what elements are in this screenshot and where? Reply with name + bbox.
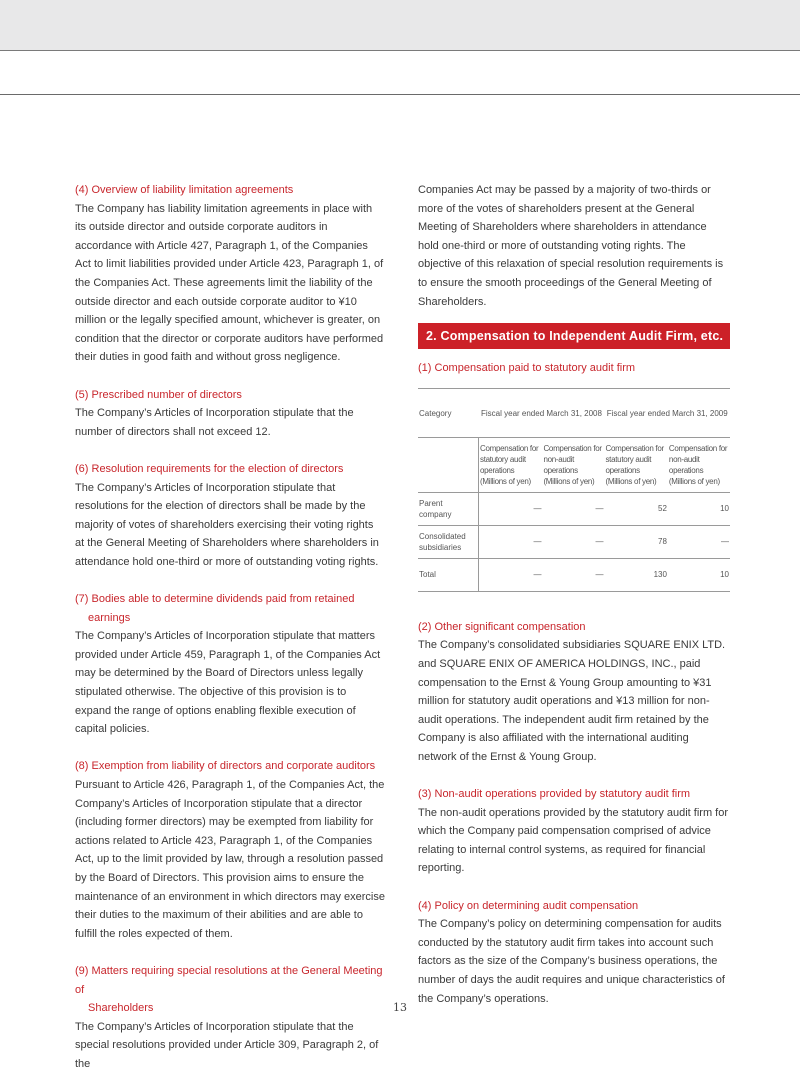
section-body: The Company’s Articles of Incorporation stipulate that the special resolutions provided under Article 309, Paragraph 2, of the <box>75 1020 379 1070</box>
table-row-label: Parent company <box>418 492 479 525</box>
section-body: Pursuant to Article 426, Paragraph 1, of the Companies Act, the Company’s Articles of Incorporation stipulate that a director (including former directors) may be exempted from liability for actions related to Article 423, Paragraph 1, of the Companies Act, up to the limit provided by law, through a resolution passed by the Board of Directors. This provision aims to ensure the maintenance of an environment in which directors may exercise their duties to the maximum of their abilities and are able to fulfill the roles expected of them. <box>75 779 385 940</box>
section-heading: (3) Non-audit operations provided by statutory audit firm <box>418 788 691 801</box>
section-heading: (4) Policy on determining audit compensation <box>418 899 639 912</box>
table-row-label: Consolidated subsidiaries <box>418 525 479 558</box>
table-cell: 130 <box>604 558 667 591</box>
header-rule <box>0 94 800 95</box>
section-exemption-liability <box>75 757 385 943</box>
table-subheader-cell: Compensation for non-audit operations (Millions of yen) <box>668 437 730 492</box>
table-cell: — <box>542 492 604 525</box>
section-heading: (8) Exemption from liability of directors and corporate auditors <box>75 760 376 773</box>
table-row <box>418 525 730 558</box>
table-cell: — <box>542 525 604 558</box>
table-header-row <box>418 388 730 437</box>
table-cell: — <box>668 525 730 558</box>
section-liability-limitation <box>75 181 385 367</box>
section-audit-compensation-policy <box>418 897 730 1009</box>
page-number: 13 <box>393 1001 407 1014</box>
section-heading: (1) Compensation paid to statutory audit firm <box>418 362 636 375</box>
section-election-requirements <box>75 460 385 572</box>
table-header-fy2008: Fiscal year ended March 31, 2008 <box>479 388 605 437</box>
right-column <box>418 181 730 1008</box>
section-body: The Company’s consolidated subsidiaries SQUARE ENIX LTD. and SQUARE ENIX OF AMERICA HOLDINGS, INC., paid compensation to the Ernst & Young Group amounting to ¥31 million for statutory audit operations and ¥13 million for non-audit operations. The independent audit firm retained by the Company is also affiliated with the international auditing network of the Ernst & Young Group. <box>418 639 726 763</box>
table-subheader-cell: Compensation for statutory audit operations (Millions of yen) <box>604 437 667 492</box>
table-cell: 78 <box>604 525 667 558</box>
table-row <box>418 558 730 591</box>
section-body: The Company has liability limitation agreements in place with its outside director and outside corporate auditors in accordance with Article 427, Paragraph 1, of the Companies Act to limit liabilities provided under Article 423, Paragraph 1, of the Companies Act. These agreements limit the liability of the outside director and each outside corporate auditor to ¥10 million or the legally specified amount, whichever is greater, on condition that the director or corporate auditors have performed their duties in good faith and without gross negligence. <box>75 202 384 364</box>
table-header-fy2009: Fiscal year ended March 31, 2009 <box>604 388 730 437</box>
heading-line: (7) Bodies able to determine dividends paid from retained <box>75 593 355 606</box>
heading-line: earnings <box>88 611 131 624</box>
table-row-label: Total <box>418 558 479 591</box>
heading-line: (9) Matters requiring special resolutions at the General Meeting of <box>75 964 383 996</box>
section-other-compensation <box>418 618 730 767</box>
section-heading: (2) Other significant compensation <box>418 620 586 633</box>
table-cell: — <box>479 558 543 591</box>
section-body: The Company’s policy on determining compensation for audits conducted by the statutory audit firm takes into account such factors as the size of the Company’s business operations, the number of days the audit requires and unique characteristics of the Company’s operations. <box>418 918 725 1005</box>
table-cell: 10 <box>668 492 730 525</box>
section-special-resolutions <box>75 962 385 1074</box>
table-cell: 10 <box>668 558 730 591</box>
table-row <box>418 492 730 525</box>
section-heading <box>75 590 385 627</box>
section-number-of-directors <box>75 386 385 442</box>
table-subheader-cell: Compensation for non-audit operations (Millions of yen) <box>542 437 604 492</box>
table-header-category: Category <box>418 388 479 437</box>
table-subheader-row <box>418 437 730 492</box>
header-band <box>0 0 800 51</box>
section-body: The Company’s Articles of Incorporation stipulate that matters provided under Article 459, Paragraph 1, of the Companies Act may be determined by the Board of Directors unless legally stipulated otherwise. The objective of this provision is to expand the range of options enabling flexible execution of capital policies. <box>75 630 381 736</box>
section-body: The non-audit operations provided by the statutory audit firm for which the Company paid compensation comprised of advice relating to internal control systems, as required for financial reporting. <box>418 806 729 875</box>
table-cell: — <box>542 558 604 591</box>
table-cell: — <box>479 525 543 558</box>
table-subheader-cell: Compensation for statutory audit operations (Millions of yen) <box>479 437 543 492</box>
section-heading: (5) Prescribed number of directors <box>75 388 242 401</box>
section-heading: (4) Overview of liability limitation agreements <box>75 184 294 196</box>
compensation-table <box>418 388 730 592</box>
section-body: The Company’s Articles of Incorporation stipulate that resolutions for the election of directors shall be made by the majority of votes of shareholders exercising their voting rights at the General Meeting of Shareholders where shareholders in attendance hold one-third or more of outstanding voting rights. <box>75 481 379 568</box>
heading-line: Shareholders <box>88 1002 154 1015</box>
section-body: The Company’s Articles of Incorporation stipulate that the number of directors shall not exceed 12. <box>75 407 354 438</box>
section-heading: (6) Resolution requirements for the election of directors <box>75 462 344 475</box>
table-cell: 52 <box>604 492 667 525</box>
section-dividends <box>75 590 385 739</box>
continuation-text: Companies Act may be passed by a majority of two-thirds or more of the votes of shareholders present at the General Meeting of Shareholders where shareholders in attendance hold one-third or more of outstanding voting rights. The objective of this relaxation of special resolution requirements is to ensure the smooth proceedings of the General Meeting of Shareholders. <box>418 184 724 308</box>
section-non-audit-operations <box>418 785 730 878</box>
left-column <box>75 181 385 1074</box>
section-banner: 2. Compensation to Independent Audit Firm, etc. <box>418 323 730 349</box>
table-cell: — <box>479 492 543 525</box>
